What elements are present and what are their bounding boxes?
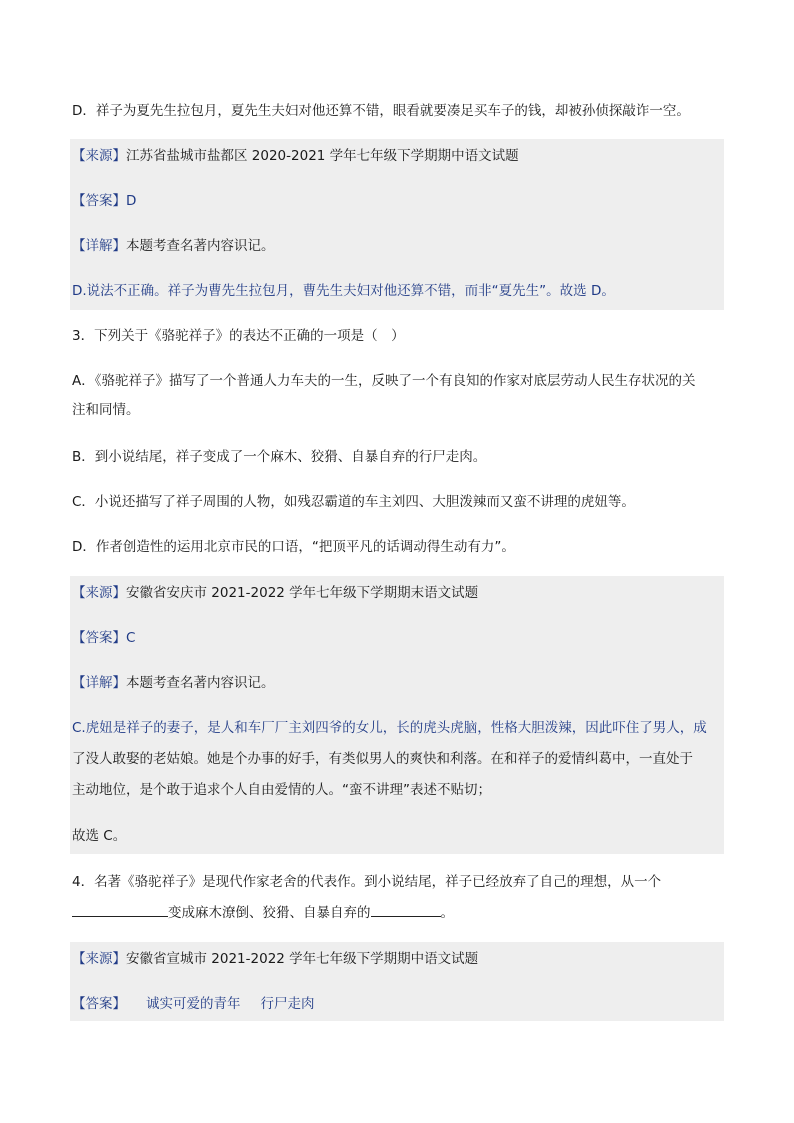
q3-conclusion: 故选 C。 xyxy=(72,828,127,844)
q3-source: 【来源】安徽省安庆市 2021-2022 学年七年级下学期期末语文试题 xyxy=(72,585,479,601)
q3-explanation-line1: C.虎妞是祥子的妻子，是人和车厂厂主刘四爷的女儿，长的虎头虎脑，性格大胆泼辣，因此吓住了男人，成 xyxy=(72,720,707,736)
q3-answer: 【答案】C xyxy=(72,630,136,646)
q2-option-d: D．祥子为夏先生拉包月，夏先生夫妇对他还算不错，眼看就要凑足买车子的钱，却被孙侦探敲诈一空。 xyxy=(72,103,690,119)
q4-stem-line2: 变成麻木潦倒、狡猾、自暴自弃的 。 xyxy=(72,899,724,928)
q3-option-b: B．到小说结尾，祥子变成了一个麻木、狡猾、自暴自弃的行尸走肉。 xyxy=(72,449,487,465)
q2-answer: 【答案】D xyxy=(72,193,137,209)
q2-explanation: D.说法不正确。祥子为曹先生拉包月，曹先生夫妇对他还算不错，而非“夏先生”。故选 D。 xyxy=(72,283,615,299)
q3-explanation-line3: 主动地位，是个敢于追求个人自由爱情的人。“蛮不讲理”表述不贴切； xyxy=(72,782,491,798)
q4-blank-1 xyxy=(72,900,168,917)
q3-option-c: C．小说还描写了祥子周围的人物，如残忍霸道的车主刘四、大胆泼辣而又蛮不讲理的虎妞等。 xyxy=(72,494,635,510)
q3-explanation-line2: 了没人敢娶的老姑娘。她是个办事的好手，有类似男人的爽快和利落。在和祥子的爱情纠葛中，一直处于 xyxy=(72,751,693,767)
q2-detail: 【详解】本题考查名著内容识记。 xyxy=(72,238,275,254)
q3-option-a-line1: A．《骆驼祥子》描写了一个普通人力车夫的一生，反映了一个有良知的作家对底层劳动人民生存状况的关 xyxy=(72,373,696,389)
q3-option-d: D．作者创造性的运用北京市民的口语，“把顶平凡的话调动得生动有力”。 xyxy=(72,539,515,555)
q3-stem: 3．下列关于《骆驼祥子》的表达不正确的一项是（ ） xyxy=(72,328,405,344)
q4-blank-2 xyxy=(371,900,441,917)
q4-answer-blank1: 诚实可爱的青年 xyxy=(146,996,241,1012)
q4-answer: 【答案】 诚实可爱的青年 行尸走肉 xyxy=(72,996,315,1012)
q3-option-a-line2: 注和同情。 xyxy=(72,402,140,418)
q4-source: 【来源】安徽省宣城市 2021-2022 学年七年级下学期期中语文试题 xyxy=(72,951,479,967)
q4-stem-line1: 4．名著《骆驼祥子》是现代作家老舍的代表作。到小说结尾，祥子已经放弃了自己的理想，从一个 xyxy=(72,874,662,890)
q3-detail: 【详解】本题考查名著内容识记。 xyxy=(72,675,275,691)
q2-source: 【来源】江苏省盐城市盐都区 2020-2021 学年七年级下学期期中语文试题 xyxy=(72,148,519,164)
q4-answer-blank2: 行尸走肉 xyxy=(260,996,315,1012)
